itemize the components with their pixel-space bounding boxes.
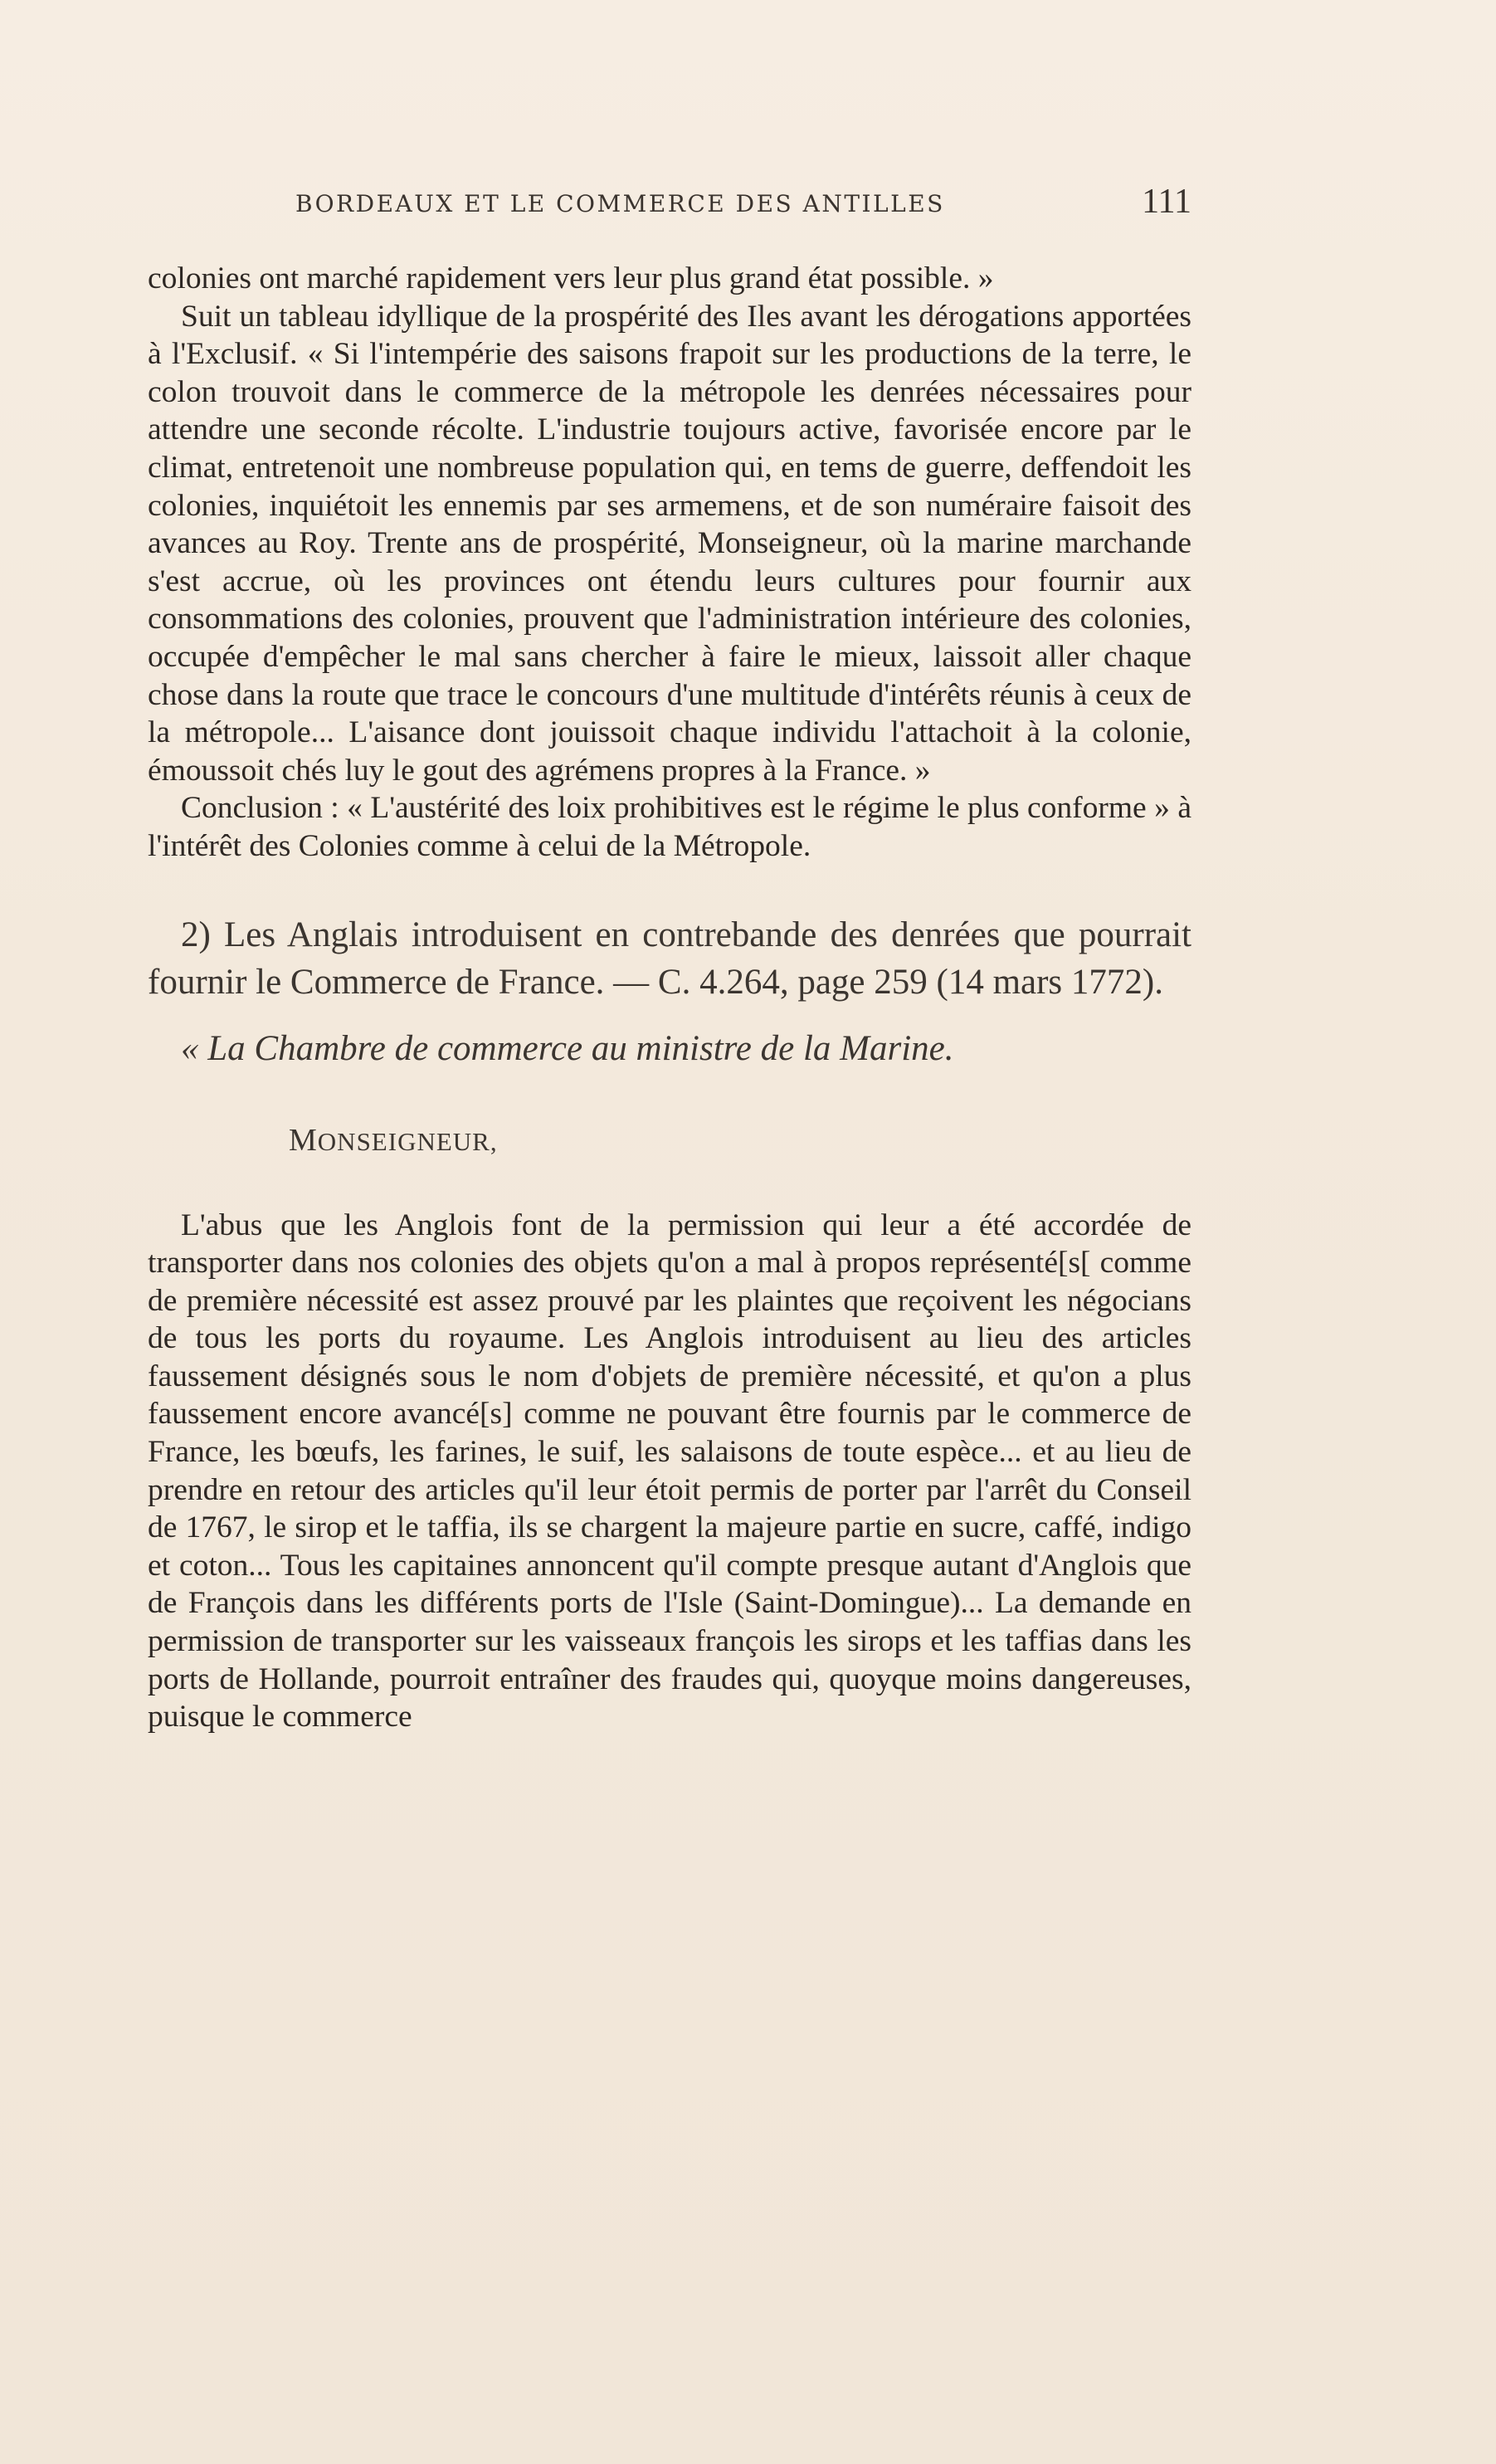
- paragraph-tableau: Suit un tableau idyllique de la prospérité des Iles avant les dérogations apportées à l'Exclusif. « Si l'intempérie des saisons frapoit sur les productions de la terre, le colon trouvoit dans le commerce de la métropole les denrées nécessaires pour attendre une seconde récolte. L'industrie toujours active, favorisée encore par le climat, entretenoit une nombreuse population qui, en tems de guerre, deffendoit les colonies, inquiétoit les ennemis par ses armemens, et de son numéraire faisoit des avances au Roy. Trente ans de prospérité, Monseigneur, où la marine marchande s'est accrue, où les provinces ont étendu leurs cultures pour fournir aux consommations des colonies, prouvent que l'administration intérieure des colonies, occupée d'empêcher le mal sans chercher à faire le mieux, laissoit aller chaque chose dans la route que trace le concours d'une multitude d'intérêts réunis à ceux de la métropole... L'aisance dont jouissoit chaque individu l'attachoit à la colonie, émoussoit chés luy le gout des agrémens propres à la France. »: [148, 299, 1191, 788]
- salutation-initial: M: [289, 1122, 318, 1158]
- letter-salutation: [148, 1122, 1191, 1159]
- salutation-rest: ONSEIGNEUR,: [317, 1126, 498, 1156]
- section-heading: 2) Les Anglais introduisent en contrebande des denrées que pourrait fournir le Commerce de France. — C. 4.264, page 259 (14 mars 1772).: [148, 915, 1191, 1002]
- page-number: 111: [1142, 183, 1191, 221]
- paragraph-continuation: colonies ont marché rapidement vers leur plus grand état possible. »: [148, 261, 994, 295]
- page-content: [148, 183, 1191, 1736]
- running-head: [148, 183, 1191, 221]
- letter-body: L'abus que les Anglois font de la permission qui leur a été accordée de transporter dans nos colonies des objets qu'on a mal à propos représenté[s[ comme de première nécessité est assez prouvé par les plaintes que reçoivent les négocians de tous les ports du royaume. Les Anglois introduisent au lieu des articles faussement désignés sous le nom d'objets de première nécessité, et qu'on a plus faussement encore avancé[s] comme ne pouvant être fournis par le commerce de France, les bœufs, les farines, le suif, les salaisons de toute espèce... et au lieu de prendre en retour des articles qu'il leur étoit permis de porter par l'arrêt du Conseil de 1767, le sirop et le taffia, ils se chargent la majeure partie en sucre, caffé, indigo et coton... Tous les capitaines annoncent qu'il compte presque autant d'Anglois que de François dans les différents ports de l'Isle (Saint-Domingue)... La demande en permission de transporter sur les vaisseaux françois les sirops et les taffias dans les ports de Hollande, pourroit entraîner des fraudes qui, quoyque moins dangereuses, puisque le commerce: [148, 1208, 1191, 1735]
- paragraph-conclusion: Conclusion : « L'austérité des loix prohibitives est le régime le plus conforme » à l'intérêt des Colonies comme à celui de la Métropole.: [148, 791, 1191, 863]
- letter-address: « La Chambre de commerce au ministre de la Marine.: [181, 1028, 954, 1068]
- running-title: BORDEAUX ET LE COMMERCE DES ANTILLES: [295, 190, 945, 217]
